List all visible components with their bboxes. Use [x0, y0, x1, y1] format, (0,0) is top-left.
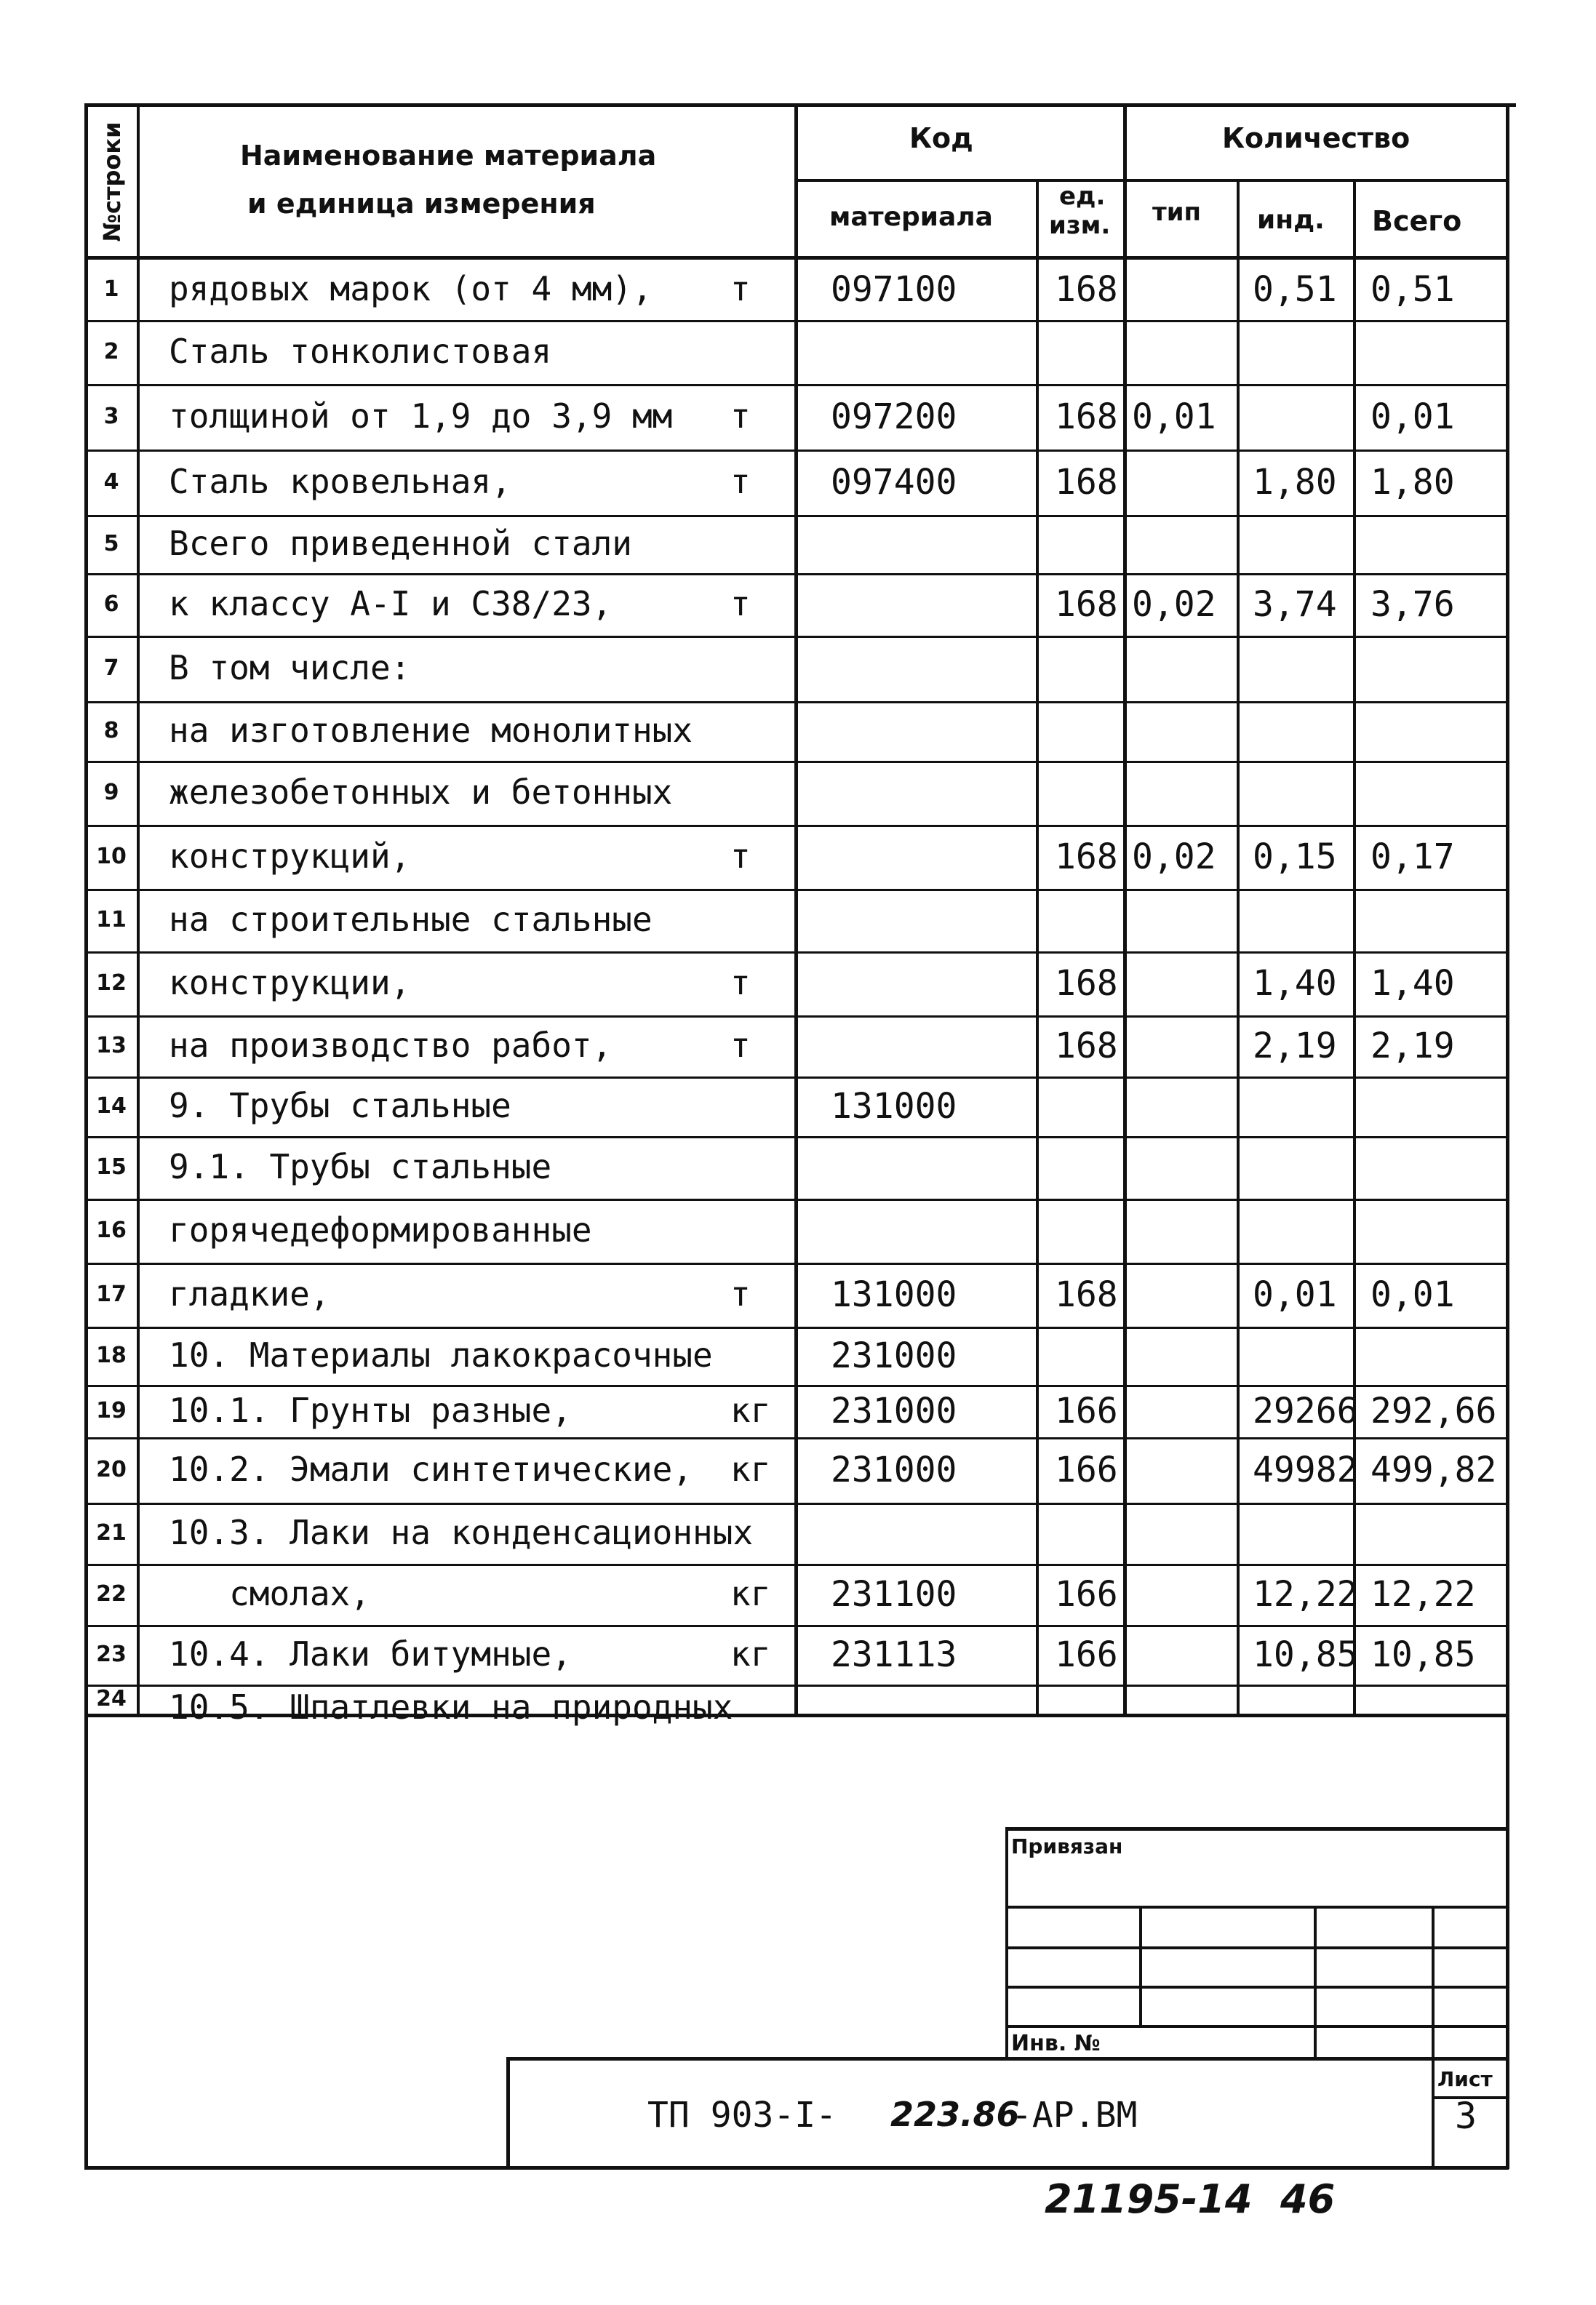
grid-line	[86, 1685, 1509, 1687]
unit-code: 166	[1055, 1450, 1118, 1490]
quantity-total: 1,40	[1370, 963, 1455, 1004]
unit-code: 166	[1055, 1574, 1118, 1615]
grid-line	[86, 889, 1509, 891]
unit-code: 168	[1055, 836, 1118, 877]
quantity-ind: 12,22	[1253, 1574, 1358, 1615]
material-code: 231000	[831, 1450, 957, 1490]
material-name: Сталь тонколистовая	[169, 332, 552, 371]
unit-code: 168	[1055, 396, 1118, 437]
unit-code: 168	[1055, 1026, 1118, 1066]
material-name: 10.5. Шпатлевки на природных	[169, 1687, 733, 1727]
row-number: 6	[103, 591, 119, 617]
unit-code: 168	[1055, 1274, 1118, 1315]
quantity-ind: 2,19	[1253, 1026, 1337, 1066]
row-number: 1	[103, 276, 119, 302]
row-number: 2	[103, 339, 119, 364]
row-number: 3	[103, 404, 119, 429]
material-name: на изготовление монолитных	[169, 711, 693, 750]
row-number-header: №строки	[98, 121, 126, 242]
grid-line	[1237, 179, 1240, 1717]
material-code: 097100	[831, 269, 957, 310]
row-number: 10	[96, 844, 127, 869]
unit-code: 166	[1055, 1391, 1118, 1431]
row-number: 20	[96, 1457, 127, 1482]
quantity-ind: 10,85	[1253, 1634, 1358, 1675]
quantity-type: 0,01	[1132, 396, 1216, 437]
material-code: 131000	[831, 1274, 957, 1315]
material-name: рядовых марок (от 4 мм),	[169, 269, 653, 308]
unit-word: кг	[730, 1391, 771, 1430]
quantity-ind: 0,15	[1253, 836, 1337, 877]
grid-line	[86, 701, 1509, 703]
quantity-ind: 3,74	[1253, 584, 1337, 625]
grid-line	[86, 1076, 1509, 1079]
row-number: 4	[103, 469, 119, 495]
row-number: 8	[103, 718, 119, 743]
material-name: конструкций,	[169, 836, 411, 876]
quantity-total: 12,22	[1370, 1574, 1476, 1615]
grid-line	[1036, 179, 1039, 1717]
quantity-total: 0,51	[1370, 269, 1455, 310]
row-number: 21	[96, 1520, 127, 1546]
material-name: 10.2. Эмали синтетические,	[169, 1450, 693, 1489]
quantity-total: 499,82	[1370, 1450, 1497, 1490]
quantity-ind: 1,40	[1253, 963, 1337, 1004]
unit-word: т	[730, 1026, 751, 1065]
row-number: 17	[96, 1282, 127, 1307]
privyazan-label: Привязан	[1011, 1834, 1123, 1858]
material-name: толщиной от 1,9 до 3,9 мм	[169, 396, 673, 436]
unit-word: т	[730, 1274, 751, 1314]
material-header: материала	[829, 202, 993, 232]
row-number: 14	[96, 1093, 127, 1119]
grid-line	[86, 1199, 1509, 1201]
row-number: 19	[96, 1398, 127, 1423]
row-number: 11	[96, 907, 127, 932]
document-designation-suffix: -АР.ВМ	[1011, 2095, 1138, 2136]
material-code: 131000	[831, 1086, 957, 1127]
material-name: 10.1. Грунты разные,	[169, 1391, 572, 1430]
quantity-header: Количество	[1222, 122, 1411, 154]
quantity-ind: 0,51	[1253, 269, 1337, 310]
type-header: тип	[1152, 198, 1202, 227]
material-name: 9. Трубы стальные	[169, 1086, 511, 1125]
material-name: на строительные стальные	[169, 900, 653, 939]
grid-line	[1005, 1827, 1509, 1831]
grid-line	[86, 1015, 1509, 1018]
quantity-type: 0,02	[1132, 584, 1216, 625]
row-number: 16	[96, 1218, 127, 1243]
quantity-ind: 29266	[1253, 1391, 1358, 1431]
document-designation-prefix: ТП 903-I-	[647, 2095, 837, 2136]
unit-code: 168	[1055, 963, 1118, 1004]
ind-header: инд.	[1257, 205, 1325, 235]
grid-line	[84, 2166, 1509, 2170]
grid-line	[86, 1503, 1509, 1505]
name-header-line2: и единица измерения	[247, 188, 596, 220]
unit-code: 166	[1055, 1634, 1118, 1675]
material-code: 097200	[831, 396, 957, 437]
material-name: В том числе:	[169, 648, 411, 687]
quantity-ind: 1,80	[1253, 462, 1337, 503]
row-number: 23	[96, 1642, 127, 1667]
row-number: 18	[96, 1343, 127, 1368]
material-name: 10.4. Лаки битумные,	[169, 1634, 572, 1674]
quantity-ind: 49982	[1253, 1450, 1358, 1490]
material-name: 10. Материалы лакокрасочные	[169, 1335, 713, 1375]
grid-line	[1432, 1906, 1435, 2168]
material-name: Сталь кровельная,	[169, 462, 511, 501]
grid-line	[506, 2057, 510, 2168]
grid-line	[86, 1136, 1509, 1138]
grid-line	[86, 1263, 1509, 1265]
material-name: смолах,	[169, 1574, 370, 1613]
handwritten-number: 21195-14	[1045, 2176, 1253, 2222]
grid-line	[796, 179, 1509, 182]
quantity-ind: 0,01	[1253, 1274, 1337, 1315]
row-number: 5	[103, 531, 119, 556]
unit-code: 168	[1055, 269, 1118, 310]
quantity-total: 10,85	[1370, 1634, 1476, 1675]
document-designation-handwritten: 223.86	[890, 2095, 1020, 2134]
grid-line	[86, 320, 1509, 322]
material-code: 097400	[831, 462, 957, 503]
row-number: 24	[96, 1686, 127, 1711]
material-code: 231113	[831, 1634, 957, 1675]
material-name: 10.3. Лаки на конденсационных	[169, 1513, 754, 1552]
row-number: 9	[103, 780, 119, 805]
material-name: Всего приведенной стали	[169, 524, 632, 563]
quantity-total: 0,01	[1370, 396, 1455, 437]
row-number: 12	[96, 970, 127, 996]
material-name: конструкции,	[169, 963, 411, 1002]
grid-line	[1123, 103, 1127, 1717]
unit-word: т	[730, 269, 751, 308]
quantity-total: 2,19	[1370, 1026, 1455, 1066]
grid-line	[86, 1437, 1509, 1439]
material-name: горячедеформированные	[169, 1210, 592, 1250]
grid-line	[1314, 1906, 1317, 2060]
grid-line	[86, 1327, 1509, 1329]
unit-word: т	[730, 584, 751, 623]
row-number: 7	[103, 655, 119, 681]
quantity-total: 1,80	[1370, 462, 1455, 503]
grid-line	[86, 1385, 1509, 1387]
row-number: 15	[96, 1154, 127, 1180]
unit-word: т	[730, 462, 751, 501]
name-header-line1: Наименование материала	[240, 140, 657, 172]
grid-line	[86, 450, 1509, 452]
grid-line	[86, 573, 1509, 575]
page-number: 46	[1280, 2176, 1336, 2222]
row-number: 13	[96, 1033, 127, 1058]
material-name: к классу А-I и С38/23,	[169, 584, 613, 623]
grid-line	[1139, 1906, 1142, 2028]
unit-header-line2: изм.	[1049, 211, 1111, 240]
grid-line	[86, 384, 1509, 386]
unit-word: т	[730, 836, 751, 876]
unit-word: кг	[730, 1634, 771, 1674]
unit-code: 168	[1055, 462, 1118, 503]
material-code: 231100	[831, 1574, 957, 1615]
quantity-type: 0,02	[1132, 836, 1216, 877]
grid-line	[794, 103, 798, 1717]
unit-code: 168	[1055, 584, 1118, 625]
material-code: 231000	[831, 1391, 957, 1431]
grid-line	[86, 103, 1516, 107]
unit-header-line1: ед.	[1059, 182, 1106, 211]
code-header: Код	[909, 122, 973, 154]
total-header: Всего	[1372, 205, 1462, 237]
grid-line	[86, 1625, 1509, 1627]
grid-line	[86, 515, 1509, 517]
row-number: 22	[96, 1581, 127, 1607]
grid-line	[86, 1564, 1509, 1566]
grid-line	[86, 636, 1509, 638]
unit-word: т	[730, 396, 751, 436]
grid-line	[137, 103, 140, 1717]
sheet-label: Лист	[1437, 2067, 1493, 2091]
quantity-total: 0,01	[1370, 1274, 1455, 1315]
material-name: гладкие,	[169, 1274, 330, 1314]
material-name: на производство работ,	[169, 1026, 613, 1065]
material-name: железобетонных и бетонных	[169, 772, 673, 812]
quantity-total: 3,76	[1370, 584, 1455, 625]
grid-line	[86, 825, 1509, 827]
unit-word: т	[730, 963, 751, 1002]
grid-line	[86, 761, 1509, 763]
material-code: 231000	[831, 1335, 957, 1376]
grid-line	[506, 2057, 1509, 2061]
quantity-total: 0,17	[1370, 836, 1455, 877]
grid-line	[86, 951, 1509, 954]
material-name: 9.1. Трубы стальные	[169, 1147, 552, 1186]
inv-number-label: Инв. №	[1011, 2031, 1101, 2056]
unit-word: кг	[730, 1574, 771, 1613]
sheet-number: 3	[1455, 2095, 1477, 2137]
unit-word: кг	[730, 1450, 771, 1489]
quantity-total: 292,66	[1370, 1391, 1497, 1431]
